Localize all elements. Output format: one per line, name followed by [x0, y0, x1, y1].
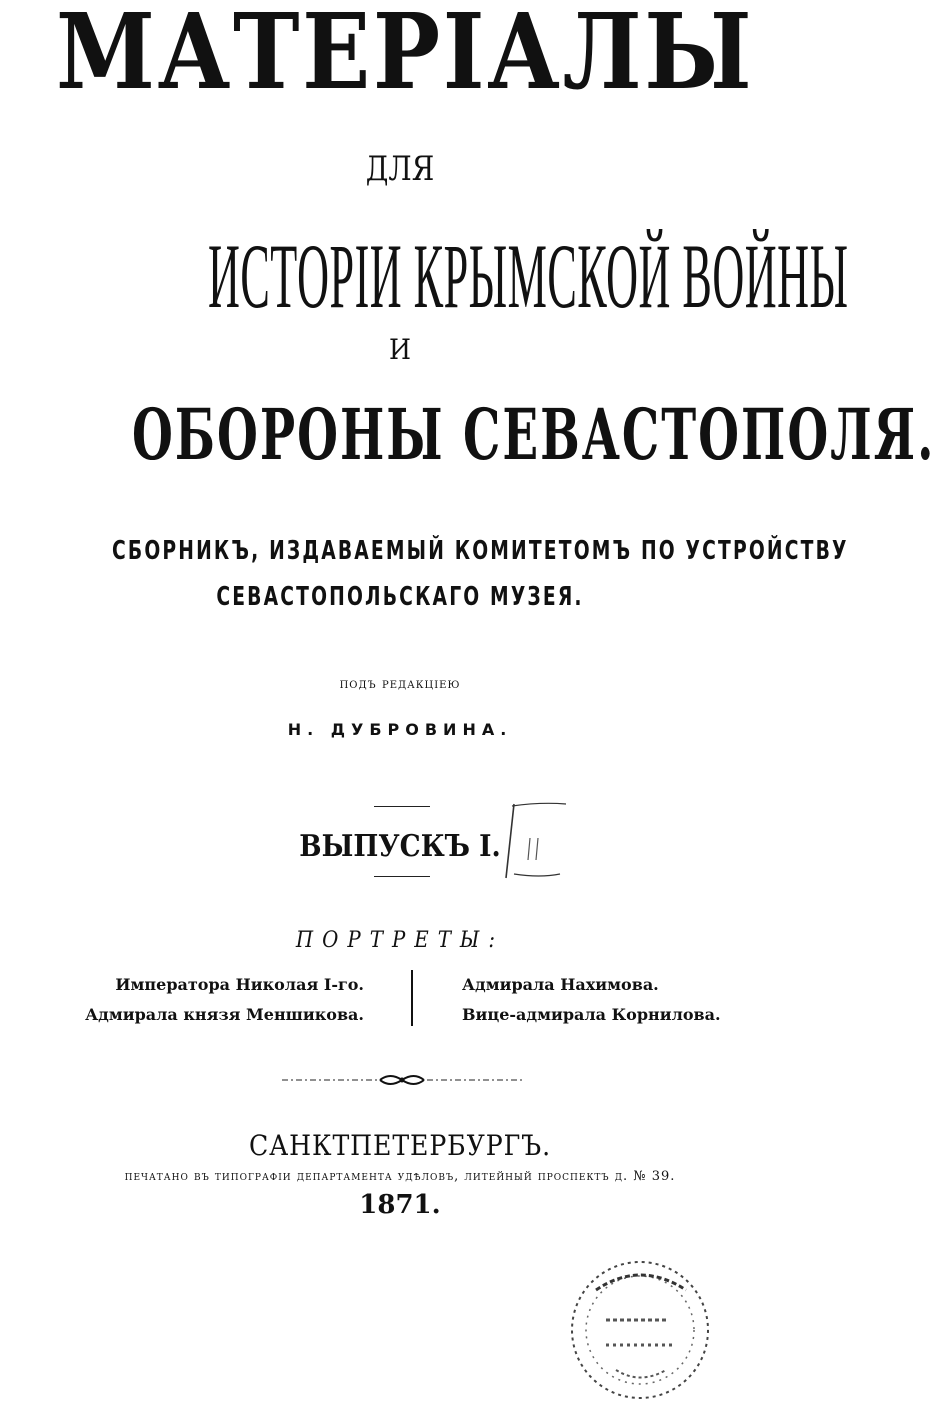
title-connector-for: ДЛЯ [365, 149, 435, 189]
portrait-item: Императора Николая I-го. [115, 975, 364, 994]
portraits-list [0, 970, 800, 1030]
issue-rule-top [374, 806, 430, 807]
imprint-printer: печатано въ типографіи департамента удѣловъ, литейный проспектъ д. № 39. [124, 1169, 676, 1184]
ornament-divider [282, 1070, 522, 1090]
portraits-left-column [85, 970, 364, 1030]
portrait-item: Адмирала Нахимова. [462, 975, 659, 994]
subtitle-line-1: СБОРНИКЪ, ИЗДАВАЕМЫЙ КОМИТЕТОМЪ ПО УСТРОЙСТВУ [112, 536, 849, 566]
portrait-item: Адмирала князя Меншикова. [85, 1005, 364, 1024]
title-connector-and: И [389, 333, 411, 366]
portrait-item: Вице-адмирала Корнилова. [462, 1005, 721, 1024]
editor-name: Н. ДУБРОВИНА. [287, 720, 513, 739]
imprint-year: 1871. [359, 1190, 441, 1220]
main-title: МАТЕРІАЛЫ [56, 0, 755, 113]
title-crimean-war: ИСТОРІИ КРЫМСКОЙ ВОЙНЫ [208, 225, 849, 327]
editor-label: подъ редакціею [339, 676, 461, 692]
subtitle-line-2: СЕВАСТОПОЛЬСКАГО МУЗЕЯ. [216, 582, 584, 612]
handwritten-annotation [500, 800, 570, 880]
portraits-divider [411, 970, 413, 1026]
portraits-heading: ПОРТРЕТЫ: [295, 928, 505, 953]
imprint-city: САНКТПЕТЕРБУРГЪ. [248, 1129, 551, 1162]
portraits-right-column [462, 970, 721, 1030]
title-sevastopol-defense: ОБОРОНЫ СЕВАСТОПОЛЯ. [132, 393, 935, 476]
library-stamp [556, 1250, 716, 1400]
issue-rule-bottom [374, 876, 430, 877]
issue-label: ВЫПУСКЪ I. [299, 829, 501, 864]
